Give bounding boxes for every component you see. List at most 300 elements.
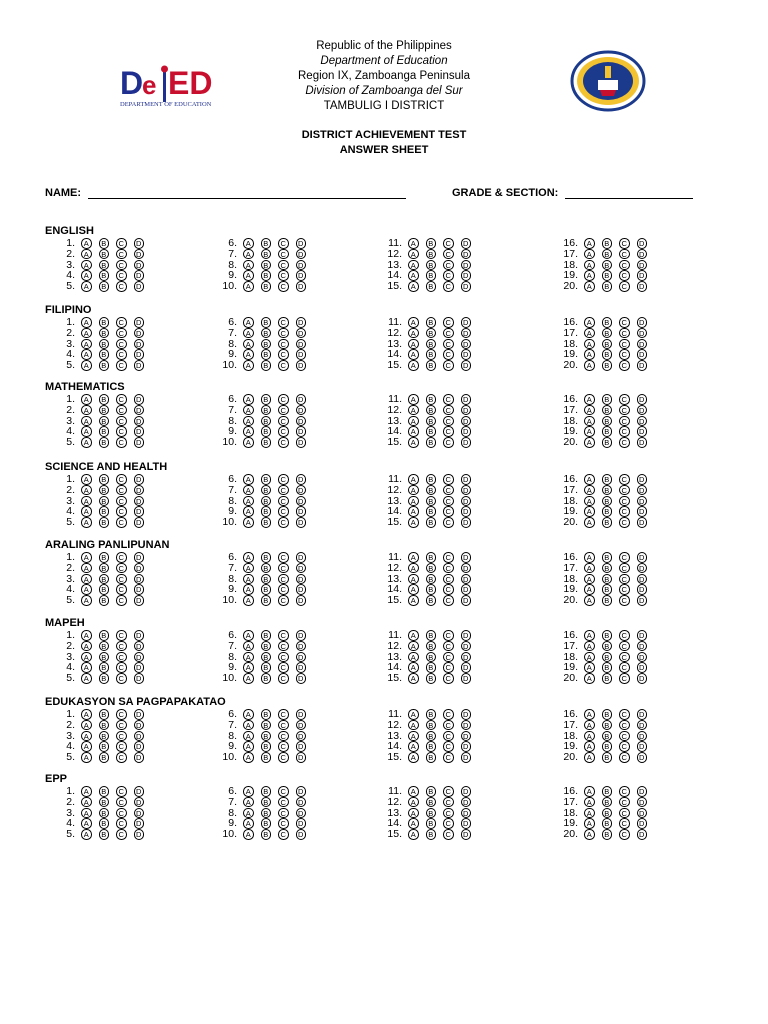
choice-bubble[interactable]: D: [637, 829, 648, 840]
choice-bubble[interactable]: A: [81, 405, 92, 416]
choice-bubble[interactable]: A: [584, 349, 595, 360]
grade-section-field[interactable]: [565, 187, 693, 199]
choice-bubble[interactable]: C: [619, 595, 630, 606]
choice-bubble[interactable]: D: [134, 552, 145, 563]
choice-bubble[interactable]: B: [426, 260, 437, 271]
choice-bubble[interactable]: C: [116, 563, 127, 574]
choice-bubble[interactable]: A: [584, 328, 595, 339]
choice-bubble[interactable]: B: [261, 641, 272, 652]
choice-bubble[interactable]: B: [602, 496, 613, 507]
choice-bubble[interactable]: C: [116, 270, 127, 281]
choice-bubble[interactable]: A: [81, 349, 92, 360]
choice-bubble[interactable]: D: [461, 673, 472, 684]
choice-bubble[interactable]: C: [116, 437, 127, 448]
choice-bubble[interactable]: D: [296, 818, 307, 829]
choice-bubble[interactable]: C: [116, 496, 127, 507]
choice-bubble[interactable]: A: [243, 281, 254, 292]
choice-bubble[interactable]: C: [619, 741, 630, 752]
choice-bubble[interactable]: C: [116, 238, 127, 249]
choice-bubble[interactable]: B: [426, 652, 437, 663]
choice-bubble[interactable]: B: [426, 317, 437, 328]
choice-bubble[interactable]: A: [243, 496, 254, 507]
choice-bubble[interactable]: D: [637, 360, 648, 371]
choice-bubble[interactable]: A: [81, 437, 92, 448]
choice-bubble[interactable]: A: [408, 260, 419, 271]
choice-bubble[interactable]: B: [99, 630, 110, 641]
choice-bubble[interactable]: B: [602, 808, 613, 819]
choice-bubble[interactable]: D: [134, 474, 145, 485]
choice-bubble[interactable]: D: [134, 249, 145, 260]
choice-bubble[interactable]: B: [426, 496, 437, 507]
choice-bubble[interactable]: A: [81, 260, 92, 271]
choice-bubble[interactable]: C: [278, 673, 289, 684]
choice-bubble[interactable]: B: [426, 405, 437, 416]
choice-bubble[interactable]: C: [278, 238, 289, 249]
choice-bubble[interactable]: A: [243, 328, 254, 339]
choice-bubble[interactable]: C: [443, 652, 454, 663]
choice-bubble[interactable]: B: [99, 328, 110, 339]
choice-bubble[interactable]: C: [443, 786, 454, 797]
choice-bubble[interactable]: D: [296, 249, 307, 260]
choice-bubble[interactable]: D: [134, 584, 145, 595]
choice-bubble[interactable]: C: [116, 416, 127, 427]
choice-bubble[interactable]: A: [584, 829, 595, 840]
choice-bubble[interactable]: D: [296, 731, 307, 742]
choice-bubble[interactable]: D: [134, 563, 145, 574]
choice-bubble[interactable]: B: [602, 673, 613, 684]
choice-bubble[interactable]: B: [261, 673, 272, 684]
choice-bubble[interactable]: C: [443, 260, 454, 271]
choice-bubble[interactable]: B: [602, 574, 613, 585]
choice-bubble[interactable]: A: [408, 652, 419, 663]
choice-bubble[interactable]: C: [116, 731, 127, 742]
choice-bubble[interactable]: C: [619, 474, 630, 485]
choice-bubble[interactable]: C: [278, 818, 289, 829]
choice-bubble[interactable]: B: [261, 328, 272, 339]
choice-bubble[interactable]: B: [602, 249, 613, 260]
choice-bubble[interactable]: D: [134, 517, 145, 528]
choice-bubble[interactable]: A: [243, 741, 254, 752]
choice-bubble[interactable]: D: [296, 328, 307, 339]
choice-bubble[interactable]: C: [278, 563, 289, 574]
choice-bubble[interactable]: D: [134, 574, 145, 585]
choice-bubble[interactable]: D: [461, 786, 472, 797]
choice-bubble[interactable]: A: [243, 797, 254, 808]
choice-bubble[interactable]: D: [461, 405, 472, 416]
name-field[interactable]: [88, 187, 406, 199]
choice-bubble[interactable]: D: [134, 317, 145, 328]
choice-bubble[interactable]: B: [99, 662, 110, 673]
choice-bubble[interactable]: C: [619, 437, 630, 448]
choice-bubble[interactable]: D: [461, 574, 472, 585]
choice-bubble[interactable]: B: [602, 829, 613, 840]
choice-bubble[interactable]: C: [443, 474, 454, 485]
choice-bubble[interactable]: C: [443, 720, 454, 731]
choice-bubble[interactable]: D: [134, 394, 145, 405]
choice-bubble[interactable]: B: [426, 673, 437, 684]
choice-bubble[interactable]: A: [243, 485, 254, 496]
choice-bubble[interactable]: D: [296, 563, 307, 574]
choice-bubble[interactable]: D: [134, 652, 145, 663]
choice-bubble[interactable]: C: [619, 416, 630, 427]
choice-bubble[interactable]: A: [408, 584, 419, 595]
choice-bubble[interactable]: C: [278, 752, 289, 763]
choice-bubble[interactable]: A: [584, 630, 595, 641]
choice-bubble[interactable]: D: [637, 238, 648, 249]
choice-bubble[interactable]: B: [261, 474, 272, 485]
choice-bubble[interactable]: C: [443, 238, 454, 249]
choice-bubble[interactable]: C: [443, 829, 454, 840]
choice-bubble[interactable]: A: [408, 281, 419, 292]
choice-bubble[interactable]: A: [81, 552, 92, 563]
choice-bubble[interactable]: B: [261, 249, 272, 260]
choice-bubble[interactable]: D: [461, 416, 472, 427]
choice-bubble[interactable]: B: [261, 797, 272, 808]
choice-bubble[interactable]: D: [637, 249, 648, 260]
choice-bubble[interactable]: B: [426, 281, 437, 292]
choice-bubble[interactable]: B: [261, 270, 272, 281]
choice-bubble[interactable]: D: [134, 496, 145, 507]
choice-bubble[interactable]: C: [619, 339, 630, 350]
choice-bubble[interactable]: A: [584, 506, 595, 517]
choice-bubble[interactable]: C: [278, 786, 289, 797]
choice-bubble[interactable]: A: [584, 584, 595, 595]
choice-bubble[interactable]: A: [408, 818, 419, 829]
choice-bubble[interactable]: C: [443, 437, 454, 448]
choice-bubble[interactable]: A: [243, 720, 254, 731]
choice-bubble[interactable]: C: [116, 405, 127, 416]
choice-bubble[interactable]: A: [81, 673, 92, 684]
choice-bubble[interactable]: A: [584, 437, 595, 448]
choice-bubble[interactable]: B: [261, 595, 272, 606]
choice-bubble[interactable]: D: [296, 641, 307, 652]
choice-bubble[interactable]: A: [243, 673, 254, 684]
choice-bubble[interactable]: A: [81, 641, 92, 652]
choice-bubble[interactable]: D: [296, 437, 307, 448]
choice-bubble[interactable]: B: [426, 752, 437, 763]
choice-bubble[interactable]: A: [584, 270, 595, 281]
choice-bubble[interactable]: B: [99, 552, 110, 563]
choice-bubble[interactable]: B: [602, 405, 613, 416]
choice-bubble[interactable]: D: [461, 641, 472, 652]
choice-bubble[interactable]: A: [81, 709, 92, 720]
choice-bubble[interactable]: A: [408, 563, 419, 574]
choice-bubble[interactable]: D: [134, 731, 145, 742]
choice-bubble[interactable]: B: [426, 709, 437, 720]
choice-bubble[interactable]: D: [637, 349, 648, 360]
choice-bubble[interactable]: A: [81, 360, 92, 371]
choice-bubble[interactable]: D: [461, 249, 472, 260]
choice-bubble[interactable]: B: [99, 270, 110, 281]
choice-bubble[interactable]: D: [461, 506, 472, 517]
choice-bubble[interactable]: B: [261, 260, 272, 271]
choice-bubble[interactable]: A: [408, 349, 419, 360]
choice-bubble[interactable]: B: [99, 238, 110, 249]
choice-bubble[interactable]: B: [261, 709, 272, 720]
choice-bubble[interactable]: B: [99, 673, 110, 684]
choice-bubble[interactable]: B: [99, 405, 110, 416]
choice-bubble[interactable]: B: [426, 563, 437, 574]
choice-bubble[interactable]: D: [296, 281, 307, 292]
choice-bubble[interactable]: D: [461, 437, 472, 448]
choice-bubble[interactable]: A: [81, 485, 92, 496]
choice-bubble[interactable]: D: [637, 281, 648, 292]
choice-bubble[interactable]: D: [637, 496, 648, 507]
choice-bubble[interactable]: C: [619, 829, 630, 840]
choice-bubble[interactable]: A: [408, 416, 419, 427]
choice-bubble[interactable]: B: [261, 349, 272, 360]
choice-bubble[interactable]: B: [426, 720, 437, 731]
choice-bubble[interactable]: D: [637, 317, 648, 328]
choice-bubble[interactable]: C: [443, 328, 454, 339]
choice-bubble[interactable]: C: [443, 673, 454, 684]
choice-bubble[interactable]: C: [116, 260, 127, 271]
choice-bubble[interactable]: A: [81, 731, 92, 742]
choice-bubble[interactable]: B: [602, 786, 613, 797]
choice-bubble[interactable]: D: [637, 797, 648, 808]
choice-bubble[interactable]: D: [134, 485, 145, 496]
choice-bubble[interactable]: C: [443, 506, 454, 517]
choice-bubble[interactable]: D: [296, 349, 307, 360]
choice-bubble[interactable]: B: [99, 797, 110, 808]
choice-bubble[interactable]: A: [584, 641, 595, 652]
choice-bubble[interactable]: D: [296, 786, 307, 797]
choice-bubble[interactable]: A: [243, 641, 254, 652]
choice-bubble[interactable]: B: [261, 563, 272, 574]
choice-bubble[interactable]: A: [408, 829, 419, 840]
choice-bubble[interactable]: A: [584, 709, 595, 720]
choice-bubble[interactable]: B: [99, 829, 110, 840]
choice-bubble[interactable]: B: [426, 485, 437, 496]
choice-bubble[interactable]: C: [619, 238, 630, 249]
choice-bubble[interactable]: C: [443, 360, 454, 371]
choice-bubble[interactable]: C: [116, 584, 127, 595]
choice-bubble[interactable]: D: [461, 349, 472, 360]
choice-bubble[interactable]: A: [243, 260, 254, 271]
choice-bubble[interactable]: C: [278, 317, 289, 328]
choice-bubble[interactable]: B: [99, 349, 110, 360]
choice-bubble[interactable]: C: [116, 349, 127, 360]
choice-bubble[interactable]: D: [637, 752, 648, 763]
choice-bubble[interactable]: B: [426, 584, 437, 595]
choice-bubble[interactable]: B: [99, 474, 110, 485]
choice-bubble[interactable]: D: [637, 786, 648, 797]
choice-bubble[interactable]: D: [637, 720, 648, 731]
choice-bubble[interactable]: B: [99, 426, 110, 437]
choice-bubble[interactable]: D: [637, 328, 648, 339]
choice-bubble[interactable]: D: [296, 394, 307, 405]
choice-bubble[interactable]: A: [243, 595, 254, 606]
choice-bubble[interactable]: A: [408, 709, 419, 720]
choice-bubble[interactable]: B: [602, 281, 613, 292]
choice-bubble[interactable]: A: [81, 506, 92, 517]
choice-bubble[interactable]: B: [99, 752, 110, 763]
choice-bubble[interactable]: A: [584, 485, 595, 496]
choice-bubble[interactable]: A: [81, 741, 92, 752]
choice-bubble[interactable]: D: [637, 673, 648, 684]
choice-bubble[interactable]: C: [116, 474, 127, 485]
choice-bubble[interactable]: D: [296, 595, 307, 606]
choice-bubble[interactable]: A: [408, 797, 419, 808]
choice-bubble[interactable]: A: [408, 595, 419, 606]
choice-bubble[interactable]: C: [116, 652, 127, 663]
choice-bubble[interactable]: D: [461, 328, 472, 339]
choice-bubble[interactable]: A: [584, 496, 595, 507]
choice-bubble[interactable]: C: [116, 394, 127, 405]
choice-bubble[interactable]: D: [461, 797, 472, 808]
choice-bubble[interactable]: B: [426, 394, 437, 405]
choice-bubble[interactable]: D: [296, 496, 307, 507]
choice-bubble[interactable]: C: [619, 249, 630, 260]
choice-bubble[interactable]: C: [116, 662, 127, 673]
choice-bubble[interactable]: A: [81, 829, 92, 840]
choice-bubble[interactable]: C: [443, 709, 454, 720]
choice-bubble[interactable]: C: [443, 752, 454, 763]
choice-bubble[interactable]: B: [426, 360, 437, 371]
choice-bubble[interactable]: A: [408, 485, 419, 496]
choice-bubble[interactable]: D: [461, 563, 472, 574]
choice-bubble[interactable]: A: [243, 731, 254, 742]
choice-bubble[interactable]: C: [443, 426, 454, 437]
choice-bubble[interactable]: D: [461, 317, 472, 328]
choice-bubble[interactable]: C: [116, 673, 127, 684]
choice-bubble[interactable]: C: [278, 741, 289, 752]
choice-bubble[interactable]: B: [99, 741, 110, 752]
choice-bubble[interactable]: C: [116, 506, 127, 517]
choice-bubble[interactable]: B: [602, 317, 613, 328]
choice-bubble[interactable]: A: [408, 394, 419, 405]
choice-bubble[interactable]: B: [426, 641, 437, 652]
choice-bubble[interactable]: B: [602, 563, 613, 574]
choice-bubble[interactable]: B: [99, 652, 110, 663]
choice-bubble[interactable]: A: [584, 474, 595, 485]
choice-bubble[interactable]: C: [116, 752, 127, 763]
choice-bubble[interactable]: D: [461, 281, 472, 292]
choice-bubble[interactable]: B: [99, 416, 110, 427]
choice-bubble[interactable]: B: [261, 506, 272, 517]
choice-bubble[interactable]: D: [637, 595, 648, 606]
choice-bubble[interactable]: A: [81, 574, 92, 585]
choice-bubble[interactable]: B: [99, 595, 110, 606]
choice-bubble[interactable]: C: [443, 249, 454, 260]
choice-bubble[interactable]: C: [443, 563, 454, 574]
choice-bubble[interactable]: C: [443, 741, 454, 752]
choice-bubble[interactable]: A: [584, 731, 595, 742]
choice-bubble[interactable]: A: [243, 339, 254, 350]
choice-bubble[interactable]: C: [278, 506, 289, 517]
choice-bubble[interactable]: A: [584, 552, 595, 563]
choice-bubble[interactable]: D: [637, 506, 648, 517]
choice-bubble[interactable]: B: [602, 584, 613, 595]
choice-bubble[interactable]: C: [619, 574, 630, 585]
choice-bubble[interactable]: D: [637, 260, 648, 271]
choice-bubble[interactable]: D: [134, 662, 145, 673]
choice-bubble[interactable]: B: [261, 720, 272, 731]
choice-bubble[interactable]: D: [134, 720, 145, 731]
choice-bubble[interactable]: C: [116, 741, 127, 752]
choice-bubble[interactable]: D: [134, 426, 145, 437]
choice-bubble[interactable]: B: [602, 394, 613, 405]
choice-bubble[interactable]: A: [408, 405, 419, 416]
choice-bubble[interactable]: C: [443, 394, 454, 405]
choice-bubble[interactable]: B: [426, 797, 437, 808]
choice-bubble[interactable]: A: [584, 741, 595, 752]
choice-bubble[interactable]: B: [261, 652, 272, 663]
choice-bubble[interactable]: B: [99, 249, 110, 260]
choice-bubble[interactable]: D: [134, 416, 145, 427]
choice-bubble[interactable]: C: [278, 584, 289, 595]
choice-bubble[interactable]: C: [116, 249, 127, 260]
choice-bubble[interactable]: B: [602, 437, 613, 448]
choice-bubble[interactable]: B: [426, 786, 437, 797]
choice-bubble[interactable]: C: [443, 797, 454, 808]
choice-bubble[interactable]: C: [619, 797, 630, 808]
choice-bubble[interactable]: B: [602, 474, 613, 485]
choice-bubble[interactable]: D: [637, 630, 648, 641]
choice-bubble[interactable]: A: [584, 786, 595, 797]
choice-bubble[interactable]: D: [296, 630, 307, 641]
choice-bubble[interactable]: B: [261, 405, 272, 416]
choice-bubble[interactable]: D: [637, 584, 648, 595]
choice-bubble[interactable]: A: [408, 808, 419, 819]
choice-bubble[interactable]: A: [243, 662, 254, 673]
choice-bubble[interactable]: A: [408, 270, 419, 281]
choice-bubble[interactable]: B: [426, 416, 437, 427]
choice-bubble[interactable]: D: [296, 673, 307, 684]
choice-bubble[interactable]: A: [584, 360, 595, 371]
choice-bubble[interactable]: C: [443, 574, 454, 585]
choice-bubble[interactable]: A: [243, 317, 254, 328]
choice-bubble[interactable]: A: [584, 339, 595, 350]
choice-bubble[interactable]: D: [637, 709, 648, 720]
choice-bubble[interactable]: A: [408, 317, 419, 328]
choice-bubble[interactable]: C: [278, 249, 289, 260]
choice-bubble[interactable]: A: [408, 741, 419, 752]
choice-bubble[interactable]: C: [619, 808, 630, 819]
choice-bubble[interactable]: C: [278, 474, 289, 485]
choice-bubble[interactable]: B: [261, 416, 272, 427]
choice-bubble[interactable]: D: [134, 281, 145, 292]
choice-bubble[interactable]: B: [426, 474, 437, 485]
choice-bubble[interactable]: D: [461, 339, 472, 350]
choice-bubble[interactable]: A: [81, 317, 92, 328]
choice-bubble[interactable]: B: [426, 437, 437, 448]
choice-bubble[interactable]: B: [602, 662, 613, 673]
choice-bubble[interactable]: D: [296, 829, 307, 840]
choice-bubble[interactable]: C: [116, 797, 127, 808]
choice-bubble[interactable]: C: [619, 709, 630, 720]
choice-bubble[interactable]: B: [261, 552, 272, 563]
choice-bubble[interactable]: A: [243, 270, 254, 281]
choice-bubble[interactable]: B: [602, 731, 613, 742]
choice-bubble[interactable]: D: [637, 741, 648, 752]
choice-bubble[interactable]: C: [278, 731, 289, 742]
choice-bubble[interactable]: D: [461, 270, 472, 281]
choice-bubble[interactable]: C: [619, 563, 630, 574]
choice-bubble[interactable]: D: [296, 720, 307, 731]
choice-bubble[interactable]: C: [619, 786, 630, 797]
choice-bubble[interactable]: B: [602, 797, 613, 808]
choice-bubble[interactable]: C: [443, 496, 454, 507]
choice-bubble[interactable]: A: [408, 673, 419, 684]
choice-bubble[interactable]: C: [278, 808, 289, 819]
choice-bubble[interactable]: D: [461, 360, 472, 371]
choice-bubble[interactable]: C: [116, 517, 127, 528]
choice-bubble[interactable]: A: [243, 405, 254, 416]
choice-bubble[interactable]: C: [619, 328, 630, 339]
choice-bubble[interactable]: B: [426, 829, 437, 840]
choice-bubble[interactable]: D: [637, 437, 648, 448]
